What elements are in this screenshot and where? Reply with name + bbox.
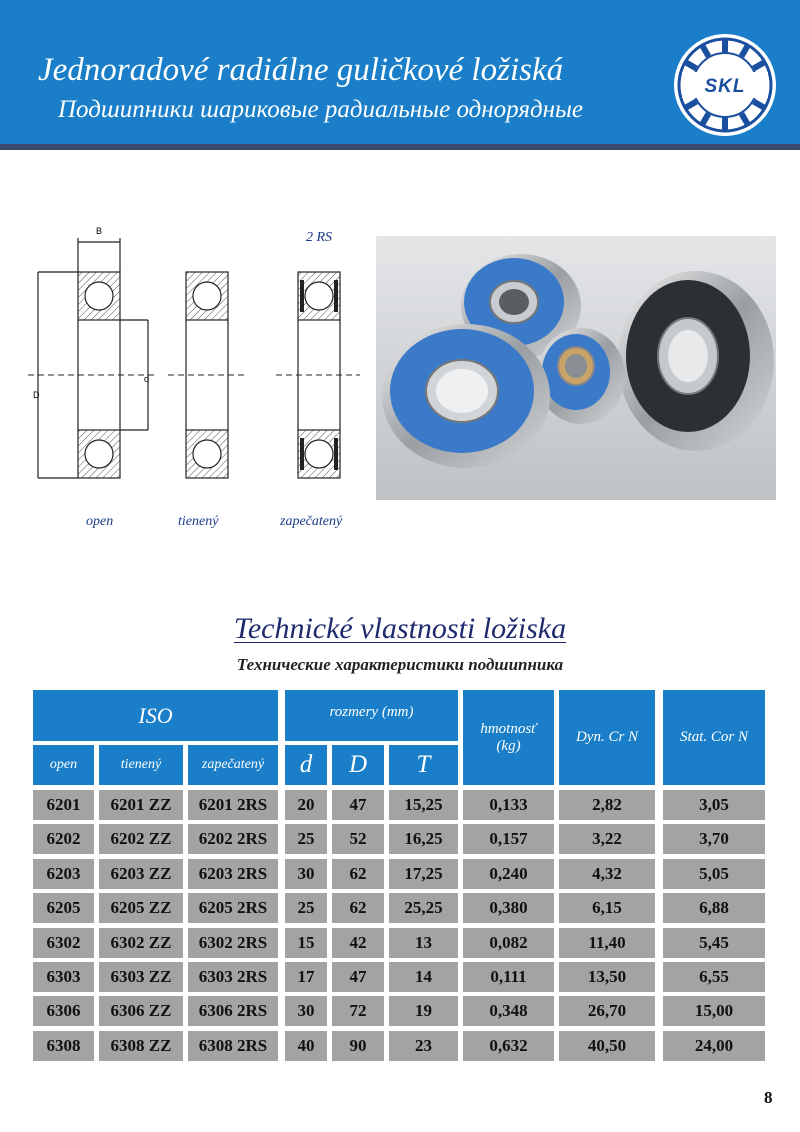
cell-dyn: 3,22 [559, 824, 655, 854]
cell-dyn: 13,50 [559, 962, 655, 992]
cell-dyn: 11,40 [559, 928, 655, 958]
cell-d: 30 [285, 996, 327, 1026]
cell-tieneny: 6202 ZZ [99, 824, 183, 854]
cell-open: 6306 [33, 996, 94, 1026]
cell-stat: 15,00 [663, 996, 765, 1026]
cell-dyn: 26,70 [559, 996, 655, 1026]
cell-mass: 0,111 [463, 962, 554, 992]
cell-mass: 0,240 [463, 859, 554, 889]
dim-b-label: B [95, 226, 103, 236]
dim-D-label: D [33, 390, 40, 400]
cell-stat: 5,05 [663, 859, 765, 889]
th-dyn: Dyn. Cr N [559, 690, 655, 785]
cell-open: 6202 [33, 824, 94, 854]
cell-dyn: 4,32 [559, 859, 655, 889]
dim-d-label: d [144, 374, 150, 384]
section-title: Technické vlastnosti ložiska [233, 612, 567, 645]
cell-D: 47 [332, 790, 384, 820]
cell-stat: 6,88 [663, 893, 765, 923]
th-d: d [285, 745, 327, 785]
cell-D: 62 [332, 893, 384, 923]
page-number: 8 [764, 1088, 773, 1107]
th-dimensions: rozmery (mm) [285, 690, 458, 741]
cell-T: 23 [389, 1031, 458, 1061]
cell-tieneny: 6203 ZZ [99, 859, 183, 889]
logo-text: SKL [704, 76, 746, 97]
label-tieneny: tienený [178, 514, 219, 529]
cell-T: 16,25 [389, 824, 458, 854]
cell-T: 19 [389, 996, 458, 1026]
cell-stat: 6,55 [663, 962, 765, 992]
cell-open: 6205 [33, 893, 94, 923]
th-mass: hmotnosť (kg) [463, 690, 554, 785]
th-D: D [332, 745, 384, 785]
cell-mass: 0,157 [463, 824, 554, 854]
th-stat: Stat. Cor N [663, 690, 765, 785]
cell-zapecateny: 6203 2RS [188, 859, 278, 889]
section-subtitle: Технические характеристики подшипника [236, 655, 564, 674]
cell-zapecateny: 6201 2RS [188, 790, 278, 820]
cell-D: 42 [332, 928, 384, 958]
cell-d: 15 [285, 928, 327, 958]
cell-dyn: 2,82 [559, 790, 655, 820]
label-zapecateny: zapečatený [280, 514, 343, 529]
cell-dyn: 40,50 [559, 1031, 655, 1061]
th-T: T [389, 745, 458, 785]
cell-mass: 0,380 [463, 893, 554, 923]
cell-zapecateny: 6205 2RS [188, 893, 278, 923]
cell-mass: 0,082 [463, 928, 554, 958]
cell-d: 40 [285, 1031, 327, 1061]
cell-T: 17,25 [389, 859, 458, 889]
th-open: open [33, 745, 94, 785]
label-open: open [86, 514, 114, 529]
cell-d: 17 [285, 962, 327, 992]
cell-D: 47 [332, 962, 384, 992]
th-iso: ISO [33, 690, 278, 741]
cell-d: 30 [285, 859, 327, 889]
cell-zapecateny: 6202 2RS [188, 824, 278, 854]
cell-tieneny: 6306 ZZ [99, 996, 183, 1026]
cell-stat: 3,70 [663, 824, 765, 854]
cell-zapecateny: 6302 2RS [188, 928, 278, 958]
cell-tieneny: 6308 ZZ [99, 1031, 183, 1061]
cell-stat: 3,05 [663, 790, 765, 820]
cell-T: 13 [389, 928, 458, 958]
cell-T: 25,25 [389, 893, 458, 923]
cell-d: 20 [285, 790, 327, 820]
bearings-photo [376, 236, 776, 500]
cell-mass: 0,133 [463, 790, 554, 820]
cell-stat: 5,45 [663, 928, 765, 958]
cell-zapecateny: 6303 2RS [188, 962, 278, 992]
cell-open: 6201 [33, 790, 94, 820]
cell-D: 62 [332, 859, 384, 889]
cell-tieneny: 6302 ZZ [99, 928, 183, 958]
cell-D: 72 [332, 996, 384, 1026]
cell-dyn: 6,15 [559, 893, 655, 923]
cell-T: 14 [389, 962, 458, 992]
cell-D: 52 [332, 824, 384, 854]
cell-tieneny: 6303 ZZ [99, 962, 183, 992]
cell-tieneny: 6201 ZZ [99, 790, 183, 820]
cell-open: 6308 [33, 1031, 94, 1061]
page-title: Jednoradové radiálne guličkové ložiská [38, 52, 564, 88]
header-divider [0, 144, 800, 150]
cell-zapecateny: 6306 2RS [188, 996, 278, 1026]
cell-mass: 0,348 [463, 996, 554, 1026]
cell-stat: 24,00 [663, 1031, 765, 1061]
cell-d: 25 [285, 893, 327, 923]
bearing-section-diagram [28, 220, 368, 500]
cell-d: 25 [285, 824, 327, 854]
cell-open: 6302 [33, 928, 94, 958]
cell-mass: 0,632 [463, 1031, 554, 1061]
cell-open: 6203 [33, 859, 94, 889]
cell-open: 6303 [33, 962, 94, 992]
th-zapecateny: zapečatený [188, 745, 278, 785]
cell-T: 15,25 [389, 790, 458, 820]
seal-label: 2 RS [306, 230, 333, 245]
cell-tieneny: 6205 ZZ [99, 893, 183, 923]
cell-D: 90 [332, 1031, 384, 1061]
th-tieneny: tienený [99, 745, 183, 785]
page-subtitle: Подшипники шариковые радиальные однорядные [58, 96, 584, 123]
cell-zapecateny: 6308 2RS [188, 1031, 278, 1061]
